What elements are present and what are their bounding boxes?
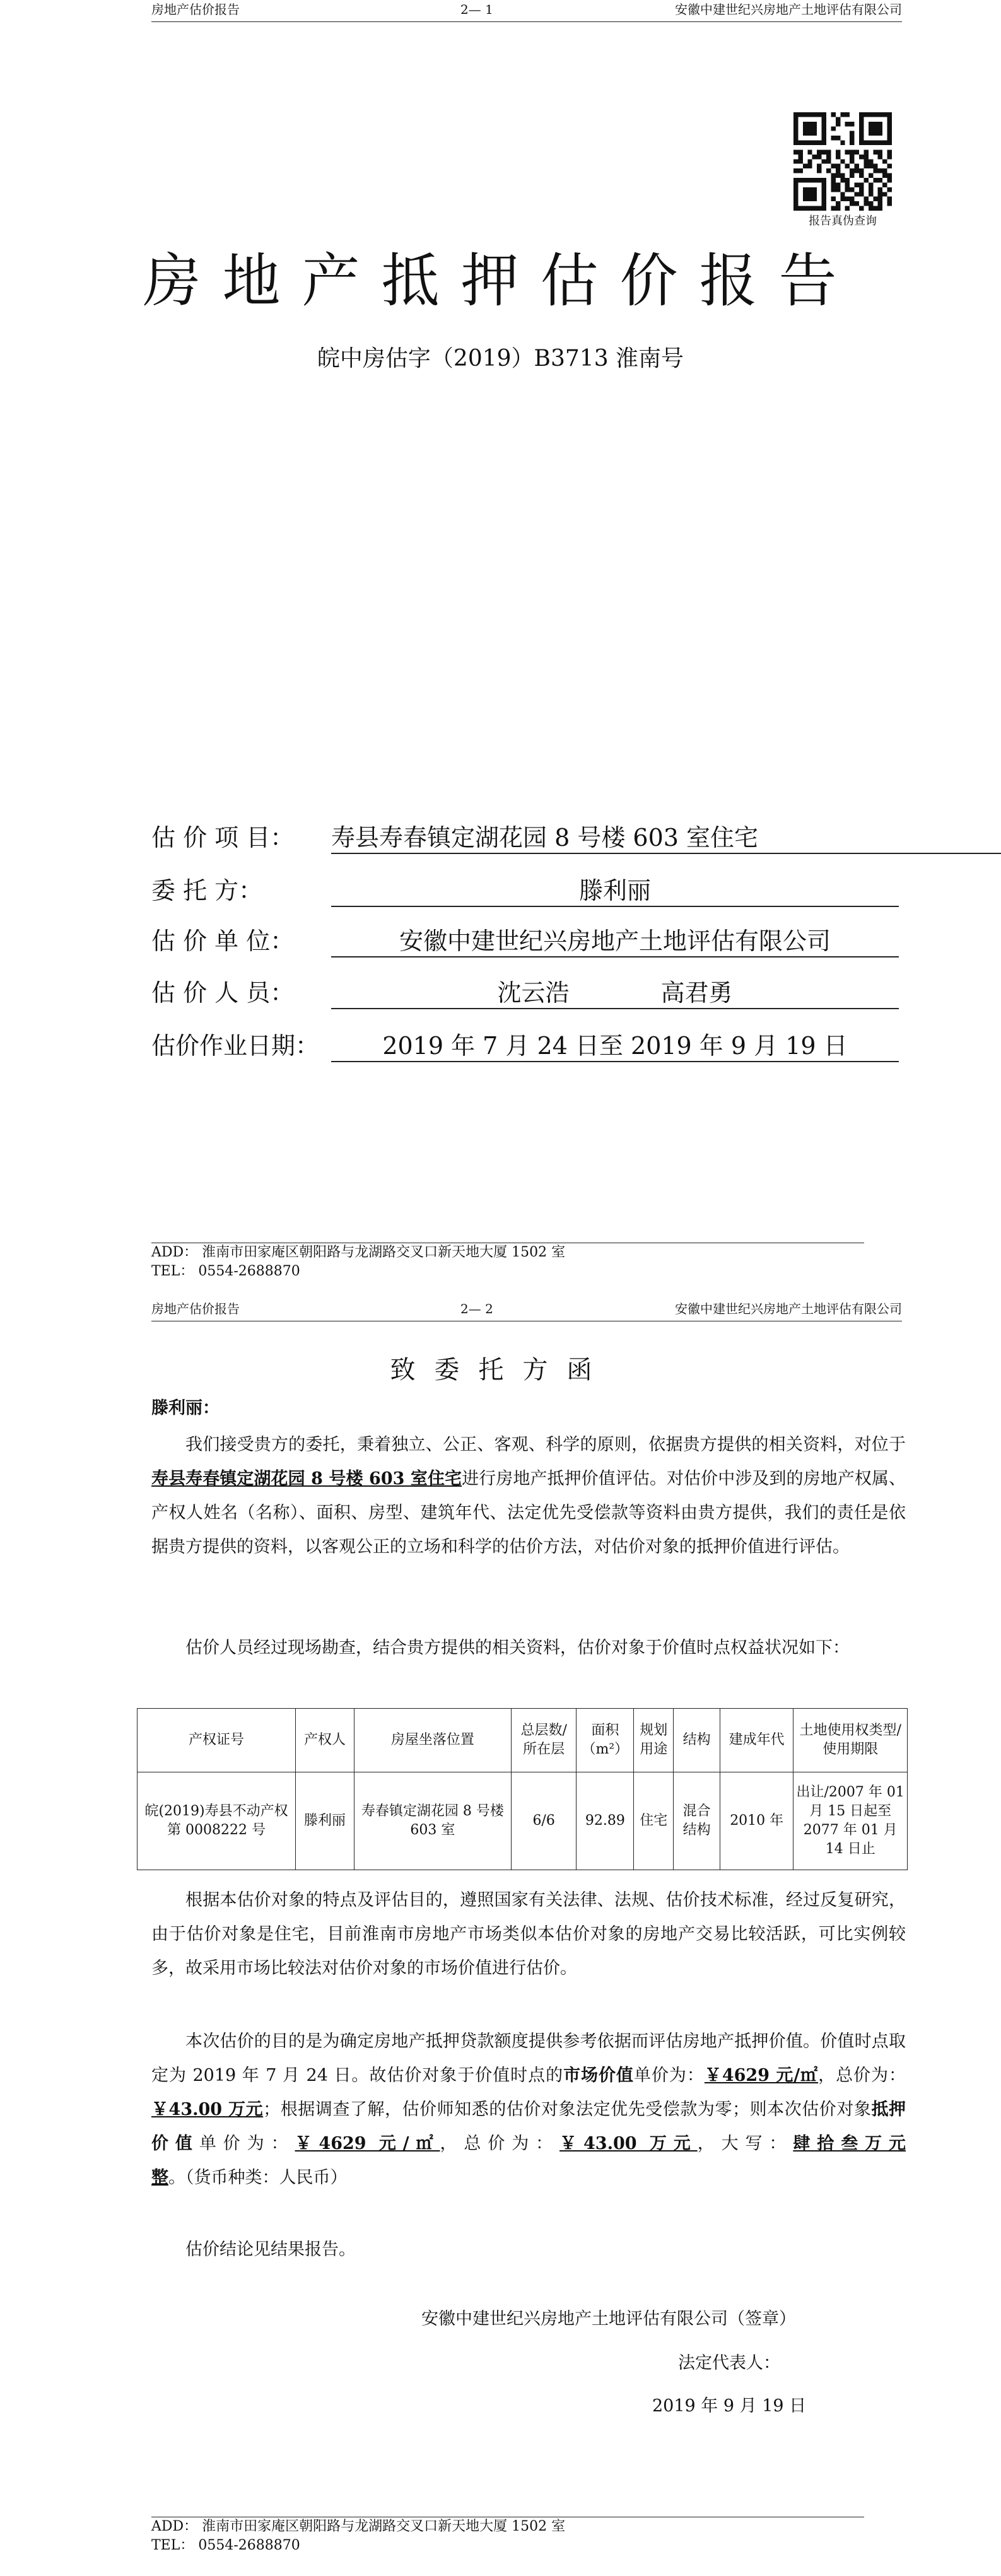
info-value-appraiser-unit: 安徽中建世纪兴房地产土地评估有限公司 (331, 923, 899, 957)
table-header-row (138, 1709, 908, 1772)
footer-tel: TEL： 0554-2688870 (151, 1263, 300, 1279)
total-in-words: 肆拾叁万元整 (151, 2134, 906, 2187)
report-title: 房地产抵押估价报告 (143, 247, 858, 315)
paragraph-conclusion: 本次估价的目的是为确定房地产抵押贷款额度提供参考依据而评估房地产抵押价值。价值时点取定为 2019 年 7 月 24 日。故估价对象于价值时点的市场价值单价为：￥4629 元/㎡，总价为：￥43.00 万元；根据调查了解，估价师知悉的估价对象法定优先受偿款为零；则本次估价对象抵押价值单价为：￥4629 元/㎡，总价为：￥43.00 万元，大写：肆拾叁万元整。（货币种类：人民币） (151, 2032, 906, 2187)
cell-floors: 6/6 (511, 1772, 577, 1870)
sign-company: 安徽中建世纪兴房地产土地评估有限公司（签章） (421, 2309, 796, 2329)
info-label: 委 托 方： (151, 877, 263, 905)
col-location: 房屋坐落位置 (354, 1709, 511, 1772)
page-header (151, 1299, 902, 1321)
property-table (137, 1708, 908, 1870)
header-page-number: 2— 2 (460, 1301, 493, 1316)
header-page-number: 2— 1 (460, 2, 493, 17)
salutation: 滕利丽： (151, 1398, 220, 1418)
col-structure: 结构 (674, 1709, 720, 1772)
footer-tel: TEL： 0554-2688870 (151, 2538, 300, 2553)
info-value-work-dates: 2019 年 7 月 24 日至 2019 年 9 月 19 日 (331, 1028, 899, 1062)
report-number: 皖中房估字（2019）B3713 淮南号 (317, 346, 684, 372)
col-cert: 产权证号 (138, 1709, 296, 1772)
footer-address: ADD： 淮南市田家庵区朝阳路与龙湖路交叉口新天地大厦 1502 室 (151, 1244, 566, 1260)
header-company: 安徽中建世纪兴房地产土地评估有限公司 (675, 1301, 902, 1316)
info-label: 估 价 单 位： (151, 927, 295, 955)
cell-use: 住宅 (634, 1772, 674, 1870)
header-left: 房地产估价报告 (151, 1301, 240, 1316)
mortgage-total-price: ￥43.00 万元 (559, 2134, 698, 2153)
market-total-price: ￥43.00 万元 (151, 2100, 264, 2119)
cell-location: 寿春镇定湖花园 8 号楼 603 室 (354, 1772, 511, 1870)
qr-code-icon[interactable] (793, 112, 892, 211)
cell-land: 出让/2007 年 01 月 15 日起至 2077 年 01 月 14 日止 (793, 1772, 908, 1870)
paragraph-method: 根据本估价对象的特点及评估目的，遵照国家有关法律、法规、估价技术标准，经过反复研究，由于估价对象是住宅，目前淮南市房地产市场类似本估价对象的房地产交易比较活跃，可比实例较多，故采用市场比较法对估价对象的市场价值进行估价。 (151, 1890, 906, 1978)
sign-date: 2019 年 9 月 19 日 (652, 2396, 807, 2416)
col-area: 面积（m²） (577, 1709, 634, 1772)
property-name: 寿县寿春镇定湖花园 8 号楼 603 室住宅 (151, 1469, 462, 1489)
page-footer (151, 1243, 864, 1281)
cell-owner: 滕利丽 (296, 1772, 354, 1870)
info-value-client: 滕利丽 (331, 873, 899, 907)
cell-built: 2010 年 (720, 1772, 793, 1870)
header-company: 安徽中建世纪兴房地产土地评估有限公司 (675, 2, 902, 17)
header-left: 房地产估价报告 (151, 2, 240, 17)
col-built: 建成年代 (720, 1709, 793, 1772)
paragraph-intro: 我们接受贵方的委托，秉着独立、公正、客观、科学的原则，依据贵方提供的相关资料，对位于寿县寿春镇定湖花园 8 号楼 603 室住宅进行房地产抵押价值评估。对估价中涉及到的房地产权属、产权人姓名（名称）、面积、房型、建筑年代、法定优先受偿款等资料由贵方提供，我们的责任是依据贵方提供的资料，以客观公正的立场和科学的估价方法，对估价对象的抵押价值进行评估。 (151, 1435, 906, 1557)
info-label: 估 价 项 目： (151, 824, 295, 852)
col-use: 规划用途 (634, 1709, 674, 1772)
cell-area: 92.89 (577, 1772, 634, 1870)
info-value-appraisers: 沈云浩 高君勇 (331, 975, 899, 1009)
letter-page (0, 1299, 1001, 2576)
page-footer (151, 2517, 864, 2555)
market-unit-price: ￥4629 元/㎡ (704, 2066, 819, 2085)
paragraph-rights: 估价人员经过现场勘查，结合贵方提供的相关资料，估价对象于价值时点权益状况如下： (185, 1638, 850, 1658)
col-land: 土地使用权类型/使用期限 (793, 1709, 908, 1772)
footer-address: ADD： 淮南市田家庵区朝阳路与龙湖路交叉口新天地大厦 1502 室 (151, 2519, 566, 2534)
cell-cert: 皖(2019)寿县不动产权第 0008222 号 (138, 1772, 296, 1870)
col-owner: 产权人 (296, 1709, 354, 1772)
mortgage-unit-price: ￥4629 元/㎡ (295, 2134, 440, 2153)
qr-label: 报告真伪查询 (809, 214, 877, 228)
page-header (151, 0, 902, 22)
letter-title: 致委托方函 (390, 1355, 611, 1385)
col-floors: 总层数/所在层 (511, 1709, 577, 1772)
sign-representative: 法定代表人： (678, 2353, 780, 2373)
table-row (138, 1772, 908, 1870)
info-value-project: 寿县寿春镇定湖花园 8 号楼 603 室住宅 (331, 820, 1001, 854)
cell-structure: 混合结构 (674, 1772, 720, 1870)
info-label: 估 价 人 员： (151, 979, 295, 1007)
paragraph-see-report: 估价结论见结果报告。 (185, 2240, 356, 2259)
info-label: 估价作业日期： (151, 1032, 320, 1060)
